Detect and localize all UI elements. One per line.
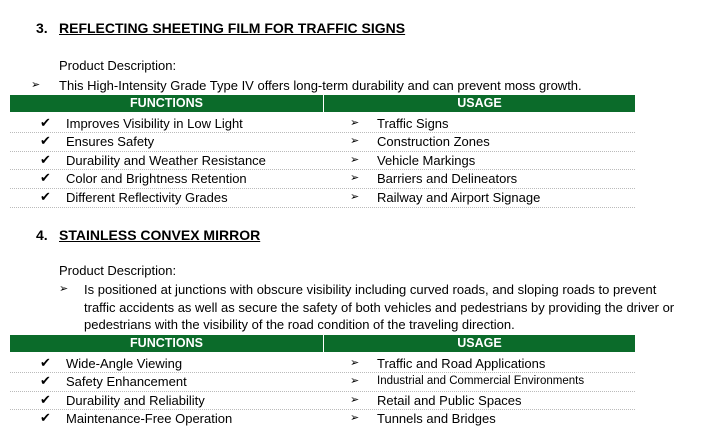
table-row (10, 392, 635, 410)
table-row (10, 152, 635, 170)
function-item: Durability and Weather Resistance (66, 153, 266, 168)
section-4-table (10, 335, 635, 430)
check-icon: ✔ (40, 133, 51, 148)
functions-header: FUNCTIONS (130, 336, 203, 350)
arrow-bullet-icon: ➢ (350, 135, 360, 147)
usage-item: Industrial and Commercial Environments (377, 375, 585, 387)
usage-item: Traffic Signs (377, 116, 449, 131)
arrow-bullet-icon: ➢ (350, 191, 360, 203)
table-row (10, 189, 635, 207)
function-item: Maintenance-Free Operation (66, 411, 233, 426)
function-item: Safety Enhancement (66, 374, 187, 389)
usage-item: Barriers and Delineators (377, 171, 518, 186)
function-item: Improves Visibility in Low Light (66, 116, 243, 131)
section-title: REFLECTING SHEETING FILM FOR TRAFFIC SIGNS (59, 20, 406, 36)
product-description-label: Product Description: (59, 263, 177, 278)
arrow-bullet-icon: ➢ (31, 79, 41, 91)
arrow-bullet-icon: ➢ (350, 375, 360, 387)
usage-item: Railway and Airport Signage (377, 190, 541, 205)
check-icon: ✔ (40, 152, 51, 167)
description-line: pedestrians with the visibility of the road condition of the traveling direction. (84, 317, 515, 332)
check-icon: ✔ (40, 355, 51, 370)
table-row (10, 373, 635, 391)
check-icon: ✔ (40, 189, 51, 204)
check-icon: ✔ (40, 392, 51, 407)
usage-item: Retail and Public Spaces (377, 393, 522, 408)
table-row (10, 410, 635, 428)
usage-item: Construction Zones (377, 134, 490, 149)
usage-header: USAGE (457, 96, 502, 110)
section-number: 3. (36, 20, 48, 36)
usage-header: USAGE (457, 336, 502, 350)
table-header (10, 335, 635, 352)
table-row (10, 355, 635, 373)
function-item: Ensures Safety (66, 134, 155, 149)
product-description (31, 77, 671, 95)
product-description-label: Product Description: (59, 58, 177, 73)
function-item: Color and Brightness Retention (66, 171, 247, 186)
section-3-table (10, 95, 635, 207)
function-item: Wide-Angle Viewing (66, 356, 183, 371)
section-3-heading (36, 20, 405, 36)
table-row (10, 170, 635, 188)
description-line: This High-Intensity Grade Type IV offers long-term durability and can prevent moss growth. (59, 78, 582, 93)
check-icon: ✔ (40, 115, 51, 130)
function-item: Durability and Reliability (66, 393, 205, 408)
arrow-bullet-icon: ➢ (350, 172, 360, 184)
description-line: Is positioned at junctions with obscure visibility including curved roads, and sloping roads to prevent (84, 282, 657, 297)
arrow-bullet-icon: ➢ (350, 412, 360, 424)
arrow-bullet-icon: ➢ (350, 117, 360, 129)
description-line: traffic accidents as well as secure the safety of both vehicles and pedestrians by providing the driver or (84, 299, 675, 315)
table-row (10, 133, 635, 151)
check-icon: ✔ (40, 170, 51, 185)
table-row (10, 115, 635, 133)
check-icon: ✔ (40, 410, 51, 425)
functions-header: FUNCTIONS (130, 96, 203, 110)
section-4-heading (36, 227, 260, 243)
usage-item: Tunnels and Bridges (377, 411, 496, 426)
check-icon: ✔ (40, 373, 51, 388)
product-description (59, 281, 709, 334)
arrow-bullet-icon: ➢ (350, 357, 360, 369)
arrow-bullet-icon: ➢ (59, 283, 69, 295)
table-header (10, 95, 635, 112)
usage-item: Traffic and Road Applications (377, 356, 546, 371)
section-number: 4. (36, 227, 48, 243)
section-title: STAINLESS CONVEX MIRROR (59, 227, 261, 243)
function-item: Different Reflectivity Grades (66, 190, 228, 205)
arrow-bullet-icon: ➢ (350, 394, 360, 406)
usage-item: Vehicle Markings (377, 153, 476, 168)
arrow-bullet-icon: ➢ (350, 154, 360, 166)
